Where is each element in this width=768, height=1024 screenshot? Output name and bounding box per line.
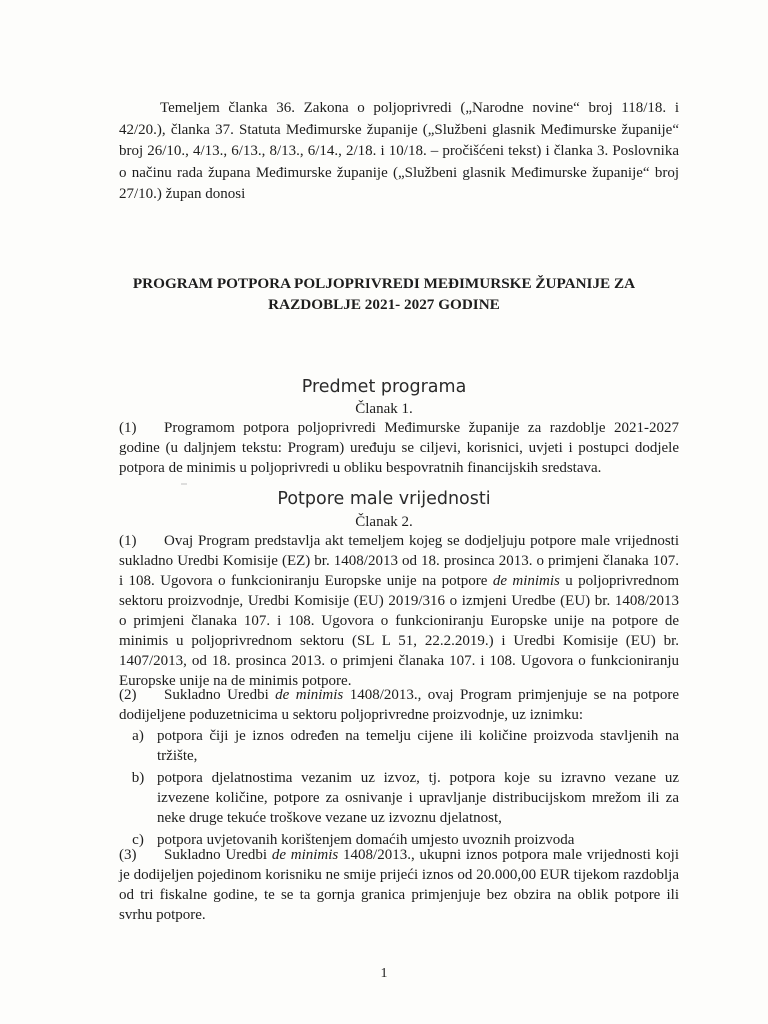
paragraph-number: (1) bbox=[119, 420, 137, 436]
article-1-paragraph-1 bbox=[119, 418, 679, 478]
section-heading-de-minimis: Potpore male vrijednosti bbox=[277, 489, 491, 509]
article-2-paragraph-1 bbox=[119, 531, 679, 691]
preamble-paragraph bbox=[119, 98, 679, 206]
preamble-text: Temeljem članka 36. Zakona o poljoprivredi („Narodne novine“ broj 118/18. i 42/20.), članka 37. Statuta Međimurske županije („Službeni glasnik Međimurske županije“ broj 26/10., 4/13., 6/13., 8/13., 6/14., 2/18. i 10/18. – pročišćeni tekst) i članka 3. Poslovnika o načinu rada župana Međimurske županije („Službeni glasnik Međimurske županije“ broj 27/10.) župan donosi bbox=[119, 100, 679, 202]
article-1-label: Članak 1. bbox=[355, 401, 413, 417]
list-item-text: potpora djelatnostima vezanim uz izvoz, tj. potpora koje su izravno vezane uz izvezene količine, potpore za osnivanje i upravljanje distribucijskom mrežom ili za neke druge tekuće troškove vezane uz izvoznu djelatnost, bbox=[157, 770, 679, 826]
article-2-label: Članak 2. bbox=[355, 514, 413, 530]
document-title bbox=[100, 273, 668, 315]
list-item-marker: c) bbox=[132, 832, 144, 848]
paragraph-text-continued: u poljoprivrednom sektoru proizvodnje, Uredbi Komisije (EU) 2019/316 o izmjeni Uredbe (EU) br. 1408/2013 o primjeni članaka 107. i 108. Ugovora o funkcioniranju Europske unije na potpore de minimis u poljoprivrednom sektoru (SL L 51, 22.2.2019.) i Uredbi Komisije (EU) br. 1407/2013, od 18. prosinca 2013. o primjeni članaka 107. i 108. Ugovora o funkcioniranju Europske unije na de minimis potpore. bbox=[119, 573, 680, 689]
paragraph-text: Sukladno Uredbi bbox=[164, 847, 268, 863]
section-heading-subject: Predmet programa bbox=[301, 377, 467, 397]
paragraph-text: Ovaj Program predstavlja akt temeljem kojeg se dodjeljuju potpore male vrijednosti sukladno Uredbi Komisije (EZ) br. 1408/2013 od 18. prosinca 2013. o primjeni članaka 107. i 108. Ugovora o funkcioniranju Europske unije na potpore bbox=[119, 533, 679, 589]
page-number: 1 bbox=[380, 966, 388, 981]
list-item-marker: a) bbox=[132, 728, 144, 744]
paragraph-italic: de minimis bbox=[271, 847, 339, 863]
list-item bbox=[119, 726, 679, 766]
paragraph-text: Programom potpora poljoprivredi Međimurske županije za razdoblje 2021-2027 godine (u daljnjem tekstu: Program) uređuju se ciljevi, korisnici, uvjeti i postupci dodjele potpora de minimis u poljoprivredi u obliku bespovratnih financijskih sredstava. bbox=[119, 420, 679, 476]
article-2-paragraph-2 bbox=[119, 685, 679, 725]
paragraph-number: (3) bbox=[119, 847, 137, 863]
list-item bbox=[119, 768, 679, 828]
list-item-text: potpora uvjetovanih korištenjem domaćih umjesto uvoznih proizvoda bbox=[157, 832, 575, 848]
paragraph-italic: de minimis bbox=[275, 687, 344, 703]
paragraph-text-continued: 1408/2013., ovaj Program primjenjuje se na potpore dodijeljene poduzetnicima u sektoru poljoprivredne proizvodnje, uz iznimku: bbox=[119, 687, 679, 723]
exceptions-list bbox=[119, 726, 679, 850]
title-line-1: PROGRAM POTPORA POLJOPRIVREDI MEĐIMURSKE ŽUPANIJE ZA bbox=[132, 275, 636, 292]
list-item-text: potpora čiji je iznos određen na temelju cijene ili količine proizvoda stavljenih na tržište, bbox=[157, 728, 679, 764]
title-line-2: RAZDOBLJE 2021- 2027 GODINE bbox=[268, 296, 500, 313]
paragraph-number: (1) bbox=[119, 533, 137, 549]
paragraph-italic: de minimis bbox=[492, 573, 560, 589]
list-item-marker: b) bbox=[131, 770, 145, 786]
paragraph-text: Sukladno Uredbi bbox=[164, 687, 269, 703]
scan-speck bbox=[181, 483, 187, 485]
article-2-paragraph-3 bbox=[119, 845, 679, 925]
paragraph-number: (2) bbox=[119, 687, 137, 703]
paragraph-text-continued: 1408/2013., ukupni iznos potpora male vrijednosti koji je dodijeljen pojedinom korisniku ne smije prijeći iznos od 20.000,00 EUR tijekom razdoblja od tri fiskalne godine, te se ta gornja granica primjenjuje bez obzira na oblik potpore ili svrhu potpore. bbox=[119, 847, 680, 923]
